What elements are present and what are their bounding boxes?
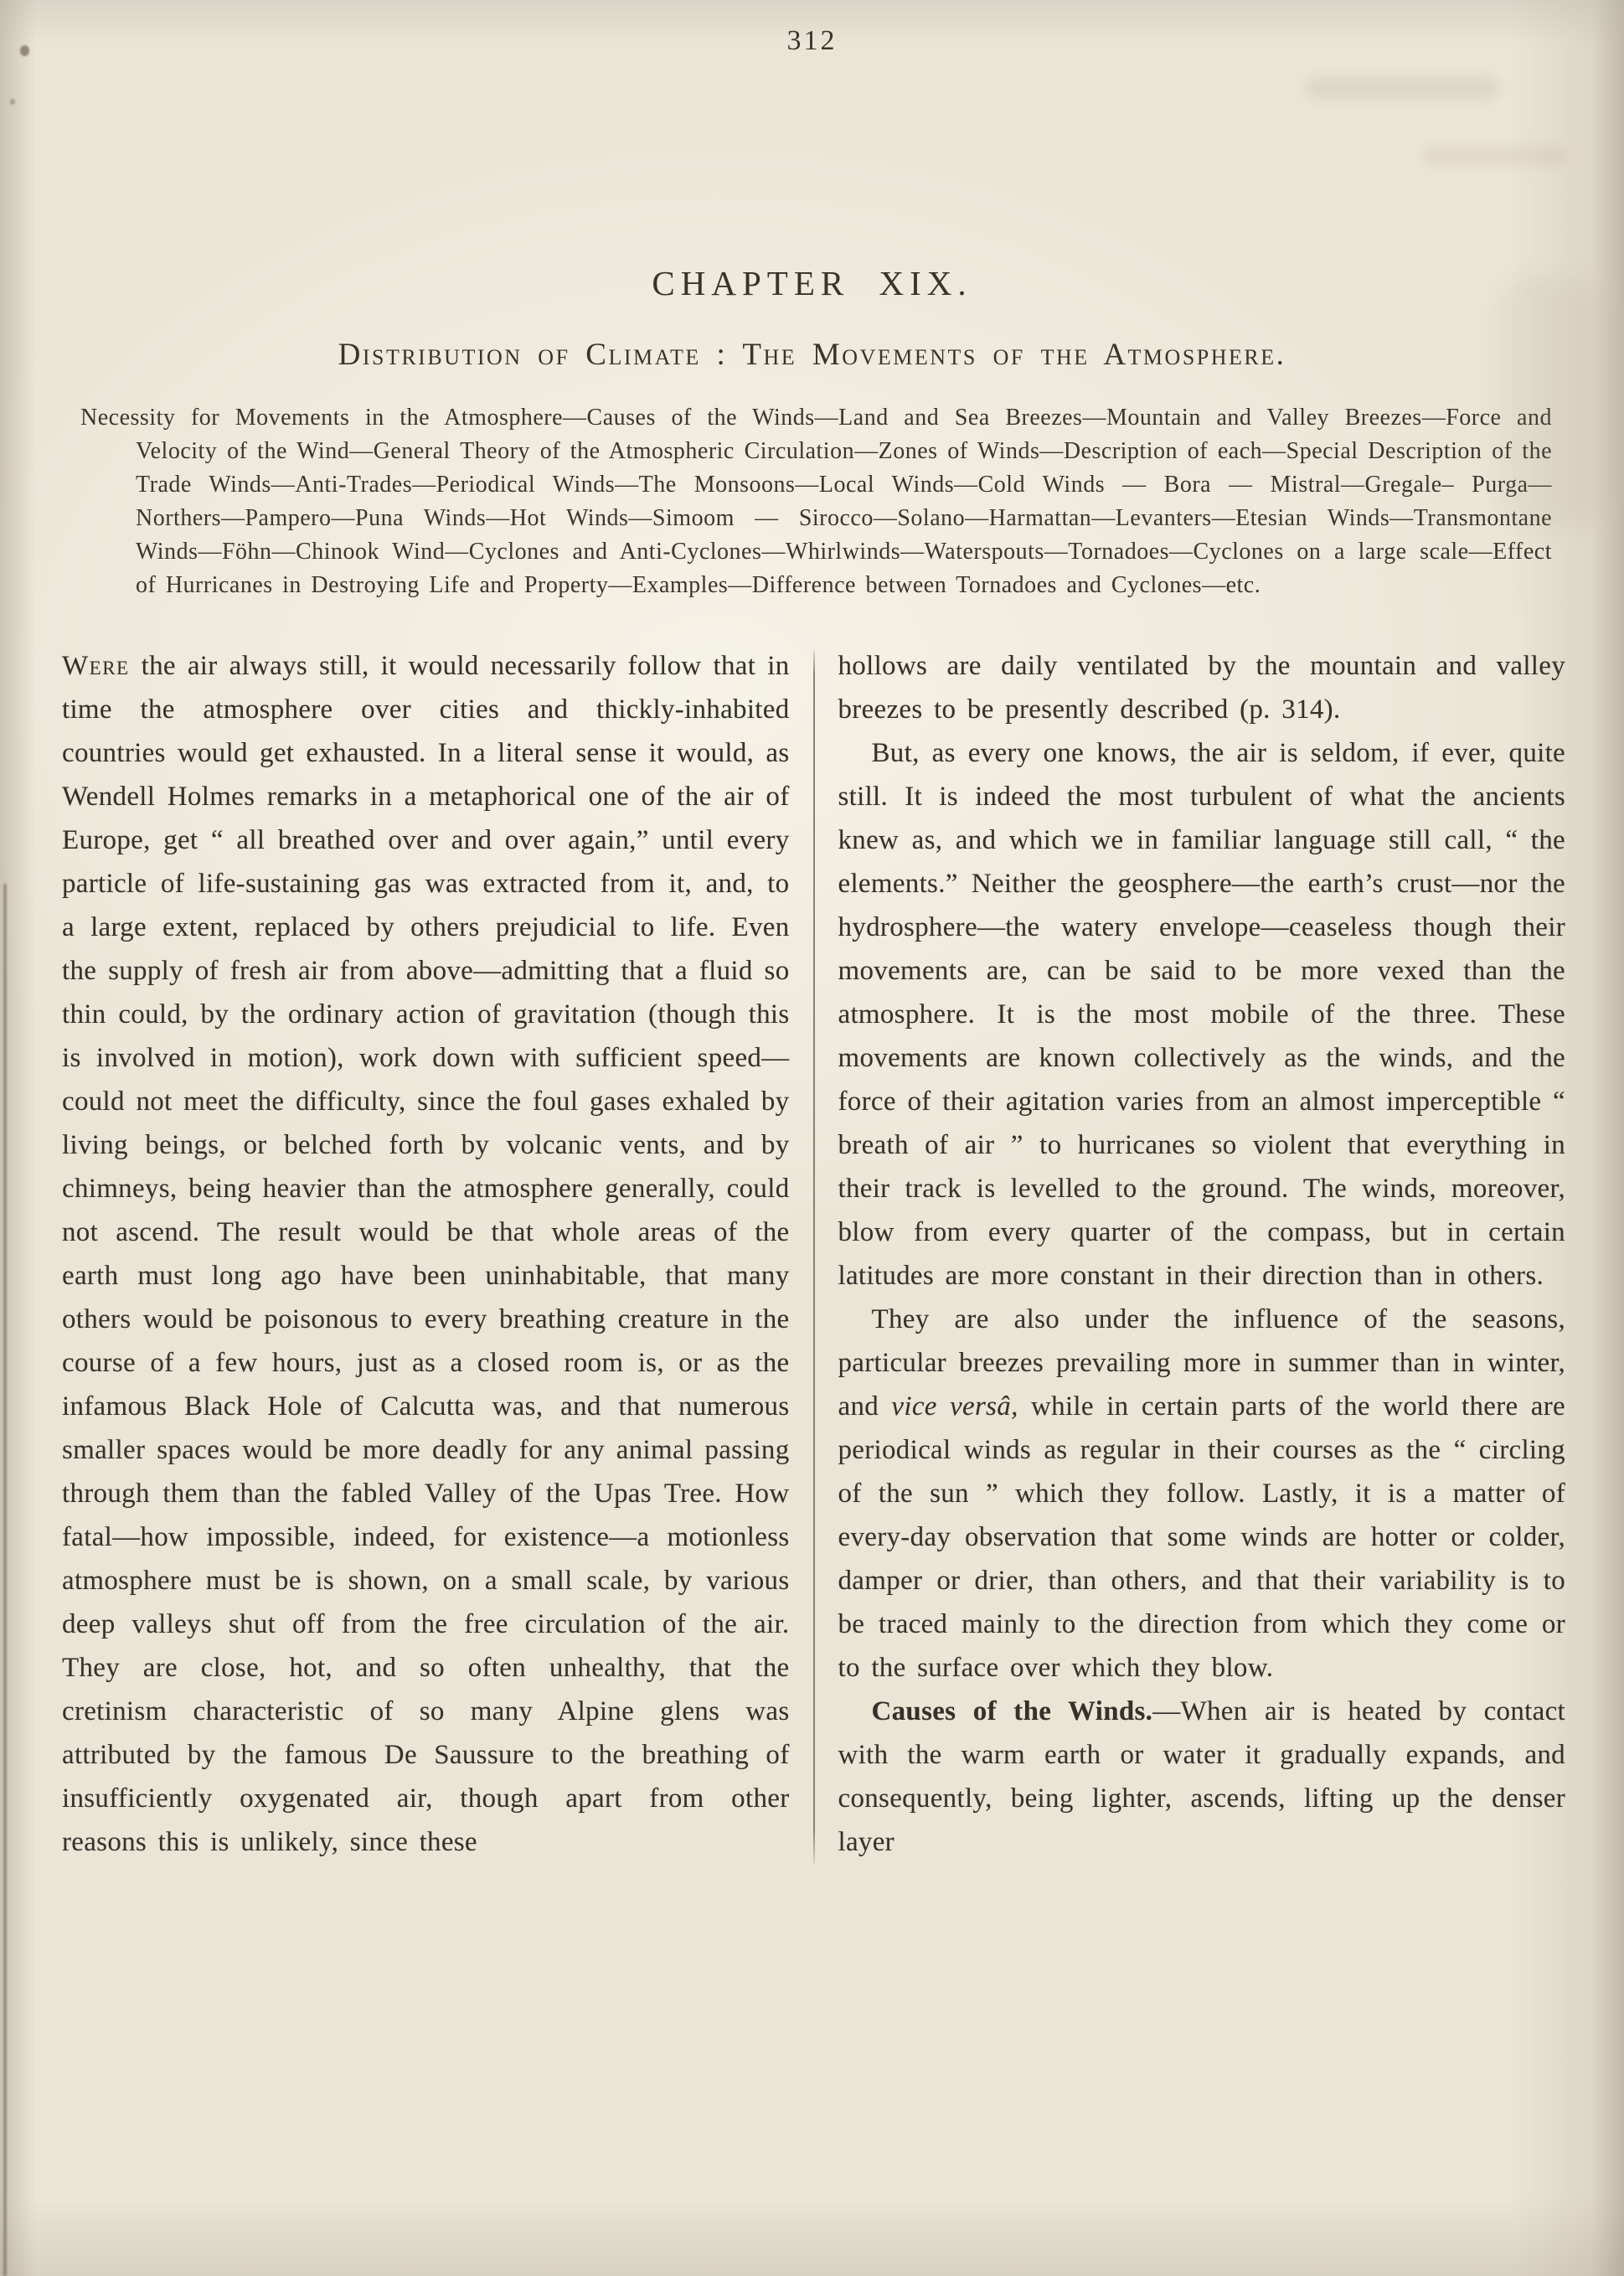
section-lead-in: Causes of the Winds.: [871, 1696, 1153, 1726]
latin-phrase: vice versâ,: [891, 1391, 1018, 1422]
left-column: [62, 644, 790, 1864]
chapter-summary: Necessity for Movements in the Atmosphere—Causes of the Winds—Land and Sea Breezes—Mountain and Valley Breezes—Force and Velocity of the Wind—General Theory of the Atmospheric Circulation—Zones of Winds—Description of each—Special Description of the Trade Winds—Anti-Trades—Periodical Winds—The Monsoons—Local Winds—Cold Winds — Bora — Mistral—Gregale– Purga—Northers—Pampero—Puna Winds—Hot Winds—Simoom — Sirocco—Solano—Harmattan—Levanters—Etesian Winds—Transmontane Winds—Föhn—Chinook Wind—Cyclones and Anti-Cyclones—Whirlwinds—Waterspouts—Tornadoes—Cyclones on a large scale—Effect of Hurricanes in Destroying Life and Property—Examples—Difference between Tornadoes and Cyclones—etc.: [80, 405, 1552, 598]
paragraph: [838, 1690, 1566, 1864]
scan-speck: [10, 99, 15, 105]
page-number: 312: [786, 25, 838, 56]
column-divider-rule: [813, 649, 815, 1864]
scan-edge-mark: [3, 884, 7, 2276]
right-column: [838, 644, 1566, 1864]
paragraph-lead-word: Were: [62, 651, 130, 681]
chapter-heading: CHAPTER XIX.: [652, 264, 972, 302]
paragraph-text: the air always still, it would necessarily follow that in time the atmosphere over cities and thickly-inhabited countries would get exhausted. In a literal sense it would, as Wendell Holmes remarks in a metaphorical one of the air of Europe, get “ all breathed over and over again,” until every particle of life-sustaining gas was extracted from it, and, to a large extent, replaced by others prejudicial to life. Even the supply of fresh air from above—admitting that a fluid so thin could, by the ordinary action of gravitation (though this is involved in motion), work down with sufficient speed—could not meet the difficulty, since the foul gases exhaled by living beings, or belched forth by volcanic vents, and by chimneys, being heavier than the atmosphere generally, could not ascend. The result would be that whole areas of the earth must long ago have been uninhabitable, that many others would be poisonous to every breathing creature in the course of a few hours, just as a closed room is, or as the infamous Black Hole of Calcutta was, and that numerous smaller spaces would be more deadly for any animal passing through them than the fabled Valley of the Upas Tree. How fatal—how impossible, indeed, for existence—a motionless atmosphere must be is shown, on a small scale, by various deep valleys shut off from the free circulation of the air. They are close, hot, and so often unhealthy, that the cretinism characteristic of so many Alpine glens was attributed by the famous De Saussure to the breathing of insufficiently oxygenated air, though apart from other reasons this is unlikely, since these: [62, 651, 790, 1857]
paragraph: But, as every one knows, the air is seldom, if ever, quite still. It is indeed the most turbulent of what the ancients knew as, and which we in familiar language still call, “ the elements.” Neither the geosphere—the earth’s crust—nor the hydrosphere—the watery envelope—ceaseless though their movements are, can be said to be more vexed than the atmosphere. It is the most mobile of the three. These movements are known collectively as the winds, and the force of their agitation varies from an almost imperceptible “ breath of air ” to hurricanes so violent that everything in their track is levelled to the ground. The winds, moreover, blow from every quarter of the compass, but in certain latitudes are more constant in their direction than in others.: [838, 738, 1565, 1291]
chapter-subtitle: Distribution of Climate : The Movements of the Atmosphere.: [338, 338, 1286, 372]
paragraph: hollows are daily ventilated by the mountain and valley breezes to be presently described (p. 314).: [838, 651, 1565, 725]
paragraph: [62, 644, 790, 1864]
paragraph-text: They are also under the influence of the seasons, particular breezes prevailing more in summer than in winter, and: [838, 1304, 1565, 1422]
paragraph: [838, 1298, 1566, 1690]
paragraph-text: while in certain parts of the world there are periodical winds as regular in their courses as the “ circling of the sun ” which they follow. Lastly, it is a matter of every-day observation that some winds are hotter or colder, damper or drier, than others, and that their variability is to be traced mainly to the direction from which they come or to the surface over which they blow.: [838, 1391, 1565, 1683]
paragraph-text: —When air is heated by contact with the warm earth or water it gradually expands, and consequently, being lighter, ascends, lifting up the denser layer: [838, 1696, 1565, 1857]
ghost-showthrough-mark: [1306, 77, 1498, 99]
text-columns: [62, 644, 1565, 1864]
ghost-showthrough-mark: [1423, 147, 1565, 165]
